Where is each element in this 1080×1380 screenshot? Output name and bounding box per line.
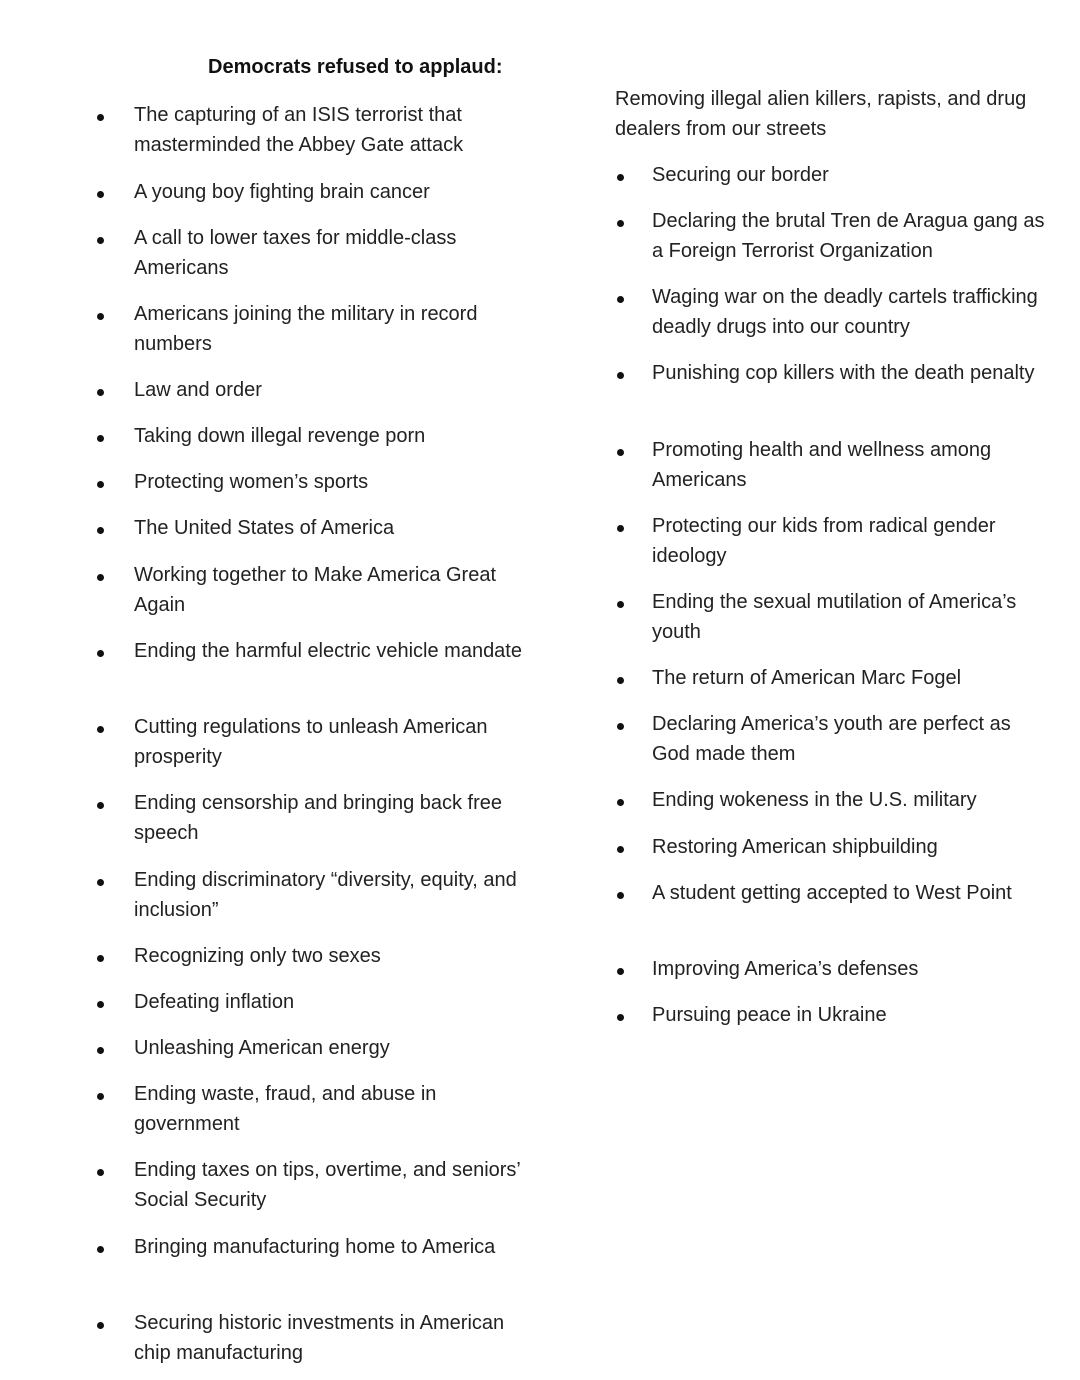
list-item-text: A student getting accepted to West Point xyxy=(652,882,1012,904)
list-item xyxy=(0,511,1052,571)
bullet-icon xyxy=(617,799,624,806)
bullet-icon xyxy=(97,650,104,657)
list-item-text: Bringing manufacturing home to America xyxy=(134,1236,496,1258)
list-item-text: Law and order xyxy=(134,379,262,401)
bullet-icon xyxy=(617,1014,624,1021)
bullet-icon xyxy=(617,601,624,608)
list-item-text: Unleashing American energy xyxy=(134,1037,390,1059)
bullet-icon xyxy=(97,114,104,121)
list-item xyxy=(0,435,1052,495)
list-item-text: Protecting women’s sports xyxy=(134,471,369,493)
bullet-icon xyxy=(617,723,624,730)
list-item xyxy=(0,709,1052,769)
list-item-text: Ending wokeness in the U.S. military xyxy=(652,789,977,811)
list-item xyxy=(0,832,1052,862)
list-item-text: Ending discriminatory “diversity, equity, and inclusion” xyxy=(134,869,517,921)
bullet-icon xyxy=(617,296,624,303)
bullet-icon xyxy=(97,1047,104,1054)
bullet-icon xyxy=(97,191,104,198)
list-item-text: Securing historic investments in American chip manufacturing xyxy=(134,1312,505,1364)
list-item-text: Defeating inflation xyxy=(134,991,295,1013)
bullet-icon xyxy=(617,220,624,227)
list-item-text: The capturing of an ISIS terrorist that masterminded the Abbey Gate attack xyxy=(134,104,464,156)
list-item xyxy=(0,878,1052,908)
list-item-text: Ending waste, fraud, and abuse in government xyxy=(134,1083,437,1135)
list-item xyxy=(0,1232,524,1262)
list-item xyxy=(0,954,1052,984)
list-item xyxy=(0,587,1052,647)
bullet-icon xyxy=(97,1093,104,1100)
bullet-icon xyxy=(617,846,624,853)
bullet-icon xyxy=(617,677,624,684)
bullet-icon xyxy=(97,1322,104,1329)
list-item xyxy=(0,1033,524,1063)
list-item xyxy=(0,100,524,160)
list-item-text: Declaring the brutal Tren de Aragua gang as a Foreign Terrorist Organization xyxy=(652,210,1045,262)
list-item xyxy=(0,1155,524,1215)
bullet-icon xyxy=(97,389,104,396)
list-item-text: Recognizing only two sexes xyxy=(134,945,381,967)
list-item-text: Working together to Make America Great Again xyxy=(134,564,497,616)
bullet-icon xyxy=(617,892,624,899)
list-item xyxy=(0,1000,1052,1030)
bullet-icon xyxy=(97,574,104,581)
bullet-icon xyxy=(97,1169,104,1176)
list-item-text: The return of American Marc Fogel xyxy=(652,667,962,689)
list-item-text: Declaring America’s youth are perfect as God made them xyxy=(652,713,1011,765)
bullet-icon xyxy=(617,174,624,181)
bullet-icon xyxy=(617,449,624,456)
list-item-text: Promoting health and wellness among Americans xyxy=(652,439,992,491)
list-item-text: Cutting regulations to unleash American prosperity xyxy=(134,716,488,768)
list-item xyxy=(0,282,1052,342)
right-column-intro: Removing illegal alien killers, rapists, and drug dealers from our streets xyxy=(615,88,1027,140)
list-item-text: Punishing cop killers with the death penalty xyxy=(652,362,1035,384)
list-item xyxy=(0,206,1052,266)
list-item-text: Ending taxes on tips, overtime, and seniors’ Social Security xyxy=(134,1159,521,1211)
list-item-text: Taking down illegal revenge porn xyxy=(134,425,426,447)
list-item-text: Ending censorship and bringing back free speech xyxy=(134,792,503,844)
list-item xyxy=(0,785,1052,815)
list-item xyxy=(0,160,1052,190)
list-item-text: The United States of America xyxy=(134,517,395,539)
list-item xyxy=(0,1079,524,1139)
list-item-text: Ending the sexual mutilation of America’s youth xyxy=(652,591,1017,643)
bullet-icon xyxy=(97,1246,104,1253)
list-item-text: Pursuing peace in Ukraine xyxy=(652,1004,887,1026)
list-item xyxy=(0,1308,524,1368)
list-item-text: A young boy fighting brain cancer xyxy=(134,181,430,203)
bullet-icon xyxy=(617,968,624,975)
list-item-text: A call to lower taxes for middle-class Americans xyxy=(134,227,457,279)
bullet-icon xyxy=(617,525,624,532)
list-item-text: Protecting our kids from radical gender ideology xyxy=(652,515,996,567)
list-item xyxy=(0,358,1052,388)
list-item-text: Restoring American shipbuilding xyxy=(652,836,938,858)
list-item-text: Securing our border xyxy=(652,164,829,186)
list-item xyxy=(0,663,1052,693)
bullet-icon xyxy=(617,372,624,379)
list-item-text: Waging war on the deadly cartels trafficking deadly drugs into our country xyxy=(652,286,1038,338)
page-title: Democrats refused to applaud: xyxy=(208,56,503,78)
list-item-text: Ending the harmful electric vehicle mandate xyxy=(134,640,522,662)
list-item-text: Americans joining the military in record numbers xyxy=(134,303,478,355)
list-item-text: Improving America’s defenses xyxy=(652,958,919,980)
